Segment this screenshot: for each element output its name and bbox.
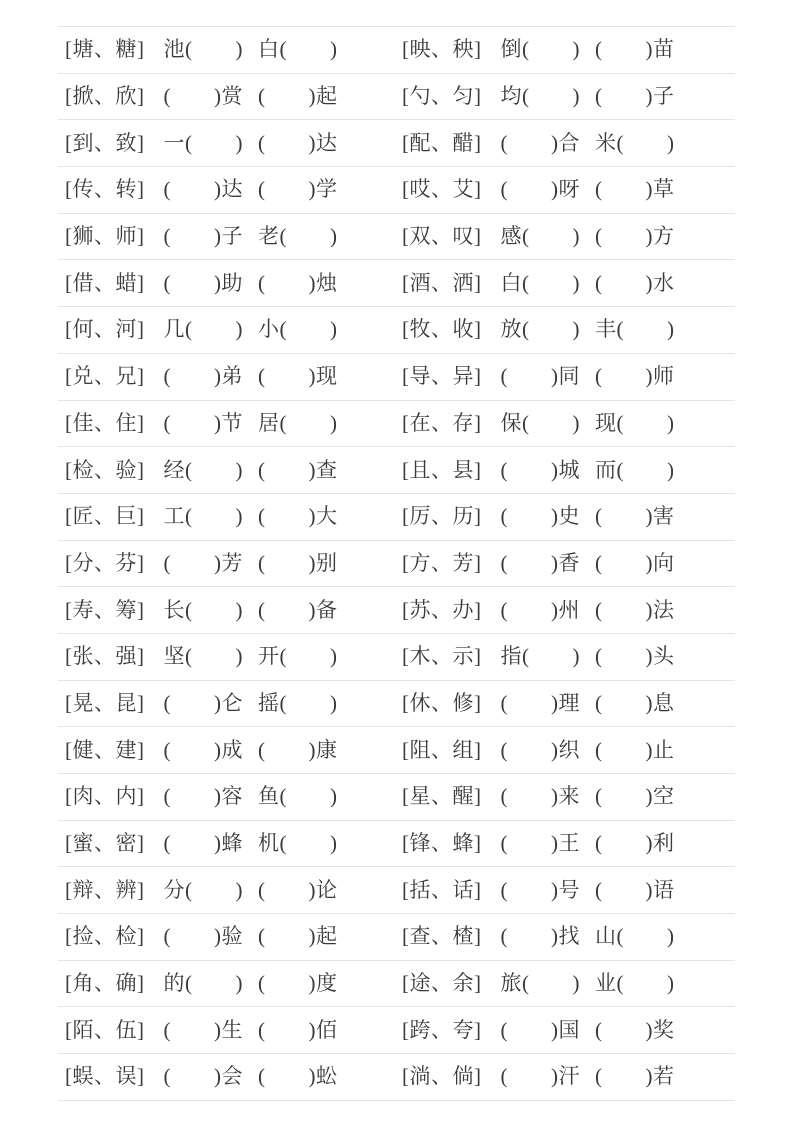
phrase-blank-2: ( )度 [258,971,338,996]
phrase-blank-2: ( )大 [258,504,338,529]
exercise-cell-left [58,786,402,807]
exercise-cell-right [402,737,735,762]
phrase-blank-2: ( )水 [595,270,675,295]
exercise-cell-right [402,319,735,340]
character-pair: [且、县] [402,457,482,482]
phrase-blank-1: ( )史 [500,504,580,529]
exercise-cell-right [402,226,735,247]
phrase-blank-1: ( )合 [500,130,580,155]
phrase-blank-2: 鱼( ) [258,784,338,809]
exercise-cell-left [58,506,402,527]
exercise-cell-right [402,86,735,107]
phrase-blank-1: 白( ) [500,270,580,295]
table-row [58,494,735,541]
table-row [58,541,735,588]
character-pair: [酒、洒] [402,270,482,295]
exercise-cell-left [58,1017,402,1042]
table-row [58,260,735,307]
exercise-cell-left [58,1066,402,1087]
phrase-blank-2: ( )现 [258,364,338,389]
phrase-blank-2: ( )利 [595,831,675,856]
exercise-cell-right [402,130,735,155]
exercise-cell-right [402,457,735,482]
phrase-blank-1: ( )赏 [163,84,243,109]
character-pair: [掀、欣] [65,84,145,109]
phrase-blank-2: 摇( ) [258,690,338,715]
phrase-blank-1: 均( ) [500,84,580,109]
phrase-blank-1: 的( ) [163,971,243,996]
exercise-cell-right [402,926,735,947]
character-pair: [跨、夸] [402,1017,482,1042]
character-pair: [何、河] [65,317,145,342]
table-row [58,1007,735,1054]
phrase-blank-1: ( )同 [500,364,580,389]
phrase-blank-2: ( )语 [595,877,675,902]
phrase-blank-2: 开( ) [258,644,338,669]
phrase-blank-1: ( )子 [163,224,243,249]
phrase-blank-1: 几( ) [163,317,243,342]
exercise-cell-right [402,550,735,575]
character-pair: [匠、巨] [65,504,145,529]
character-pair: [塘、糖] [65,37,145,62]
table-row [58,120,735,167]
exercise-cell-right [402,786,735,807]
phrase-blank-2: 现( ) [595,410,675,435]
exercise-cell-right [402,39,735,60]
table-row [58,307,735,354]
phrase-blank-2: ( )学 [258,177,338,202]
character-pair: [晃、昆] [65,690,145,715]
character-pair: [勺、匀] [402,84,482,109]
exercise-cell-left [58,646,402,667]
exercise-cell-left [58,737,402,762]
phrase-blank-2: ( )论 [258,877,338,902]
exercise-cell-left [58,877,402,902]
character-pair: [牧、收] [402,317,482,342]
phrase-blank-1: ( )生 [163,1017,243,1042]
character-pair: [健、建] [65,737,145,762]
phrase-blank-1: ( )来 [500,784,580,809]
character-pair: [配、醋] [402,130,482,155]
phrase-blank-1: ( )州 [500,597,580,622]
worksheet-table [58,26,735,1101]
phrase-blank-1: ( )呀 [500,177,580,202]
phrase-blank-2: 小( ) [258,317,338,342]
table-row [58,727,735,774]
phrase-blank-2: 白( ) [258,37,338,62]
character-pair: [查、楂] [402,924,482,949]
table-row [58,214,735,261]
phrase-blank-2: ( )空 [595,784,675,809]
exercise-cell-left [58,319,402,340]
table-row [58,401,735,448]
exercise-cell-right [402,1017,735,1042]
character-pair: [厉、历] [402,504,482,529]
phrase-blank-1: 感( ) [500,224,580,249]
phrase-blank-2: 山( ) [595,924,675,949]
table-row [58,774,735,821]
exercise-cell-right [402,179,735,200]
exercise-cell-left [58,973,402,994]
character-pair: [借、蜡] [65,270,145,295]
character-pair: [寿、筹] [65,597,145,622]
phrase-blank-2: ( )子 [595,84,675,109]
phrase-blank-2: ( )起 [258,84,338,109]
phrase-blank-2: ( )息 [595,690,675,715]
phrase-blank-2: ( )达 [258,130,338,155]
character-pair: [捡、检] [65,924,145,949]
phrase-blank-1: ( )验 [163,924,243,949]
phrase-blank-1: ( )香 [500,550,580,575]
character-pair: [角、确] [65,971,145,996]
exercise-cell-right [402,270,735,295]
exercise-cell-right [402,877,735,902]
character-pair: [映、秧] [402,37,482,62]
character-pair: [蜈、误] [65,1064,145,1089]
phrase-blank-1: 旅( ) [500,971,580,996]
table-row [58,821,735,868]
phrase-blank-2: ( )方 [595,224,675,249]
character-pair: [锋、蜂] [402,831,482,856]
phrase-blank-2: ( )佰 [258,1017,338,1042]
phrase-blank-1: 放( ) [500,317,580,342]
phrase-blank-1: ( )找 [500,924,580,949]
exercise-cell-right [402,597,735,622]
phrase-blank-2: ( )向 [595,550,675,575]
phrase-blank-2: ( )若 [595,1064,675,1089]
character-pair: [途、余] [402,971,482,996]
exercise-cell-right [402,1066,735,1087]
phrase-blank-1: 经( ) [163,457,243,482]
character-pair: [方、芳] [402,550,482,575]
exercise-cell-right [402,506,735,527]
phrase-blank-2: ( )烛 [258,270,338,295]
exercise-cell-left [58,270,402,295]
phrase-blank-2: ( )草 [595,177,675,202]
phrase-blank-2: ( )起 [258,924,338,949]
phrase-blank-1: ( )弟 [163,364,243,389]
exercise-cell-left [58,226,402,247]
phrase-blank-2: ( )头 [595,644,675,669]
character-pair: [木、示] [402,644,482,669]
character-pair: [佳、住] [65,410,145,435]
phrase-blank-2: ( )康 [258,737,338,762]
table-row [58,634,735,681]
phrase-blank-2: 业( ) [595,971,675,996]
table-row [58,587,735,634]
phrase-blank-1: ( )容 [163,784,243,809]
phrase-blank-1: 长( ) [163,597,243,622]
phrase-blank-2: 老( ) [258,224,338,249]
phrase-blank-2: 机( ) [258,831,338,856]
character-pair: [淌、倘] [402,1064,482,1089]
character-pair: [到、致] [65,130,145,155]
table-row [58,447,735,494]
phrase-blank-1: 指( ) [500,644,580,669]
phrase-blank-2: 丰( ) [595,317,675,342]
phrase-blank-2: ( )苗 [595,37,675,62]
exercise-cell-left [58,39,402,60]
exercise-cell-left [58,130,402,155]
phrase-blank-1: ( )号 [500,877,580,902]
exercise-cell-right [402,833,735,854]
exercise-cell-left [58,926,402,947]
phrase-blank-1: ( )国 [500,1017,580,1042]
phrase-blank-1: ( )芳 [163,550,243,575]
phrase-blank-2: ( )法 [595,597,675,622]
character-pair: [分、芬] [65,550,145,575]
exercise-cell-right [402,410,735,435]
table-row [58,167,735,214]
exercise-cell-left [58,457,402,482]
phrase-blank-1: ( )织 [500,737,580,762]
character-pair: [在、存] [402,410,482,435]
table-row [58,74,735,121]
phrase-blank-2: ( )蚣 [258,1064,338,1089]
exercise-cell-right [402,973,735,994]
exercise-cell-left [58,86,402,107]
phrase-blank-1: 坚( ) [163,644,243,669]
exercise-cell-right [402,366,735,387]
exercise-cell-left [58,597,402,622]
phrase-blank-2: ( )止 [595,737,675,762]
phrase-blank-2: ( )奖 [595,1017,675,1042]
character-pair: [检、验] [65,457,145,482]
exercise-cell-left [58,550,402,575]
phrase-blank-1: ( )达 [163,177,243,202]
phrase-blank-1: 保( ) [500,410,580,435]
table-row [58,961,735,1008]
phrase-blank-2: ( )备 [258,597,338,622]
phrase-blank-1: ( )仑 [163,690,243,715]
phrase-blank-2: ( )害 [595,504,675,529]
table-row [58,27,735,74]
phrase-blank-1: 工( ) [163,504,243,529]
character-pair: [陌、伍] [65,1017,145,1042]
table-row [58,681,735,728]
exercise-cell-left [58,410,402,435]
character-pair: [肉、内] [65,784,145,809]
character-pair: [哎、艾] [402,177,482,202]
phrase-blank-1: ( )助 [163,270,243,295]
phrase-blank-2: 米( ) [595,130,675,155]
phrase-blank-1: 一( ) [163,130,243,155]
character-pair: [导、异] [402,364,482,389]
exercise-cell-right [402,690,735,715]
character-pair: [狮、师] [65,224,145,249]
phrase-blank-1: ( )蜂 [163,831,243,856]
table-row [58,914,735,961]
phrase-blank-1: ( )城 [500,457,580,482]
character-pair: [苏、办] [402,597,482,622]
phrase-blank-2: ( )师 [595,364,675,389]
phrase-blank-2: 而( ) [595,457,675,482]
exercise-cell-left [58,833,402,854]
character-pair: [括、话] [402,877,482,902]
character-pair: [双、叹] [402,224,482,249]
phrase-blank-1: ( )节 [163,410,243,435]
exercise-cell-right [402,646,735,667]
table-row [58,1054,735,1101]
character-pair: [传、转] [65,177,145,202]
character-pair: [辩、辨] [65,877,145,902]
exercise-cell-left [58,179,402,200]
character-pair: [休、修] [402,690,482,715]
character-pair: [蜜、密] [65,831,145,856]
phrase-blank-1: 池( ) [163,37,243,62]
character-pair: [星、醒] [402,784,482,809]
exercise-cell-left [58,690,402,715]
phrase-blank-2: 居( ) [258,410,338,435]
phrase-blank-1: 分( ) [163,877,243,902]
phrase-blank-1: ( )理 [500,690,580,715]
exercise-cell-left [58,366,402,387]
character-pair: [张、强] [65,644,145,669]
character-pair: [阻、组] [402,737,482,762]
phrase-blank-1: ( )会 [163,1064,243,1089]
table-row [58,867,735,914]
phrase-blank-2: ( )别 [258,550,338,575]
table-row [58,354,735,401]
phrase-blank-1: 倒( ) [500,37,580,62]
phrase-blank-1: ( )王 [500,831,580,856]
phrase-blank-2: ( )查 [258,457,338,482]
character-pair: [兑、兄] [65,364,145,389]
phrase-blank-1: ( )成 [163,737,243,762]
phrase-blank-1: ( )汗 [500,1064,580,1089]
